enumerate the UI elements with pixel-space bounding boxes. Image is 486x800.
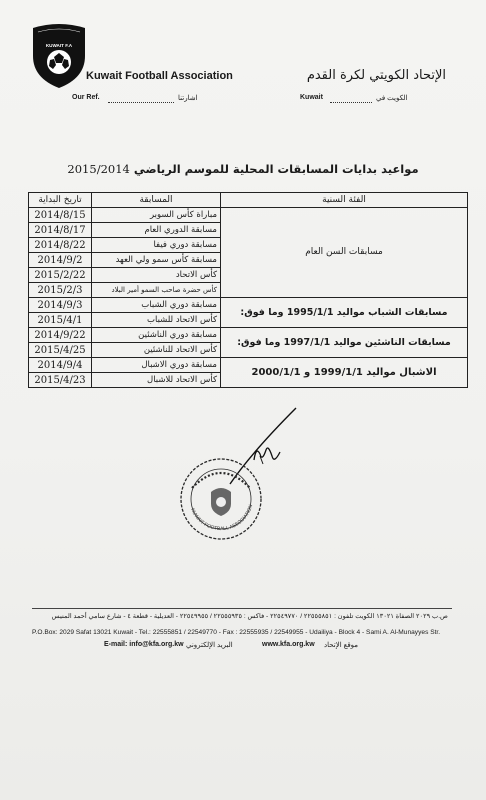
header-date: تاريخ البداية bbox=[29, 193, 92, 208]
title-text: مواعيد بدايات المسابقات المحلية للموسم الرياضي bbox=[133, 162, 419, 176]
category-cubs: الاشبال مواليد 1999/1/1 و 2000/1/1 bbox=[221, 358, 468, 388]
start-date: 2015/4/1 bbox=[29, 313, 92, 328]
competition-name: مسابقة دوري فيفا bbox=[92, 238, 221, 253]
competition-name: مباراة كأس السوبر bbox=[92, 208, 221, 223]
start-date: 2015/2/22 bbox=[29, 268, 92, 283]
competition-name: كأس الاتحاد للشباب bbox=[92, 313, 221, 328]
start-date: 2014/9/2 bbox=[29, 253, 92, 268]
competition-name: مسابقة دوري الشباب bbox=[92, 298, 221, 313]
table-row bbox=[29, 208, 468, 223]
start-date: 2015/2/3 bbox=[29, 283, 92, 298]
competition-name: مسابقة كأس سمو ولي العهد bbox=[92, 253, 221, 268]
schedule-table bbox=[28, 192, 468, 388]
official-stamp bbox=[176, 454, 266, 544]
table-row bbox=[29, 298, 468, 313]
start-date: 2014/8/17 bbox=[29, 223, 92, 238]
competition-name: كأس حضرة صاحب السمو أمير البلاد bbox=[92, 283, 221, 298]
category-youth: مسابقات الشباب مواليد 1995/1/1 وما فوق: bbox=[221, 298, 468, 328]
category-general: مسابقات السن العام bbox=[221, 208, 468, 298]
footer-email-label-ar: البريد الإلكتروني bbox=[186, 642, 233, 649]
header-competition: المسابقة bbox=[92, 193, 221, 208]
competition-name: مسابقة الدوري العام bbox=[92, 223, 221, 238]
table-row bbox=[29, 358, 468, 373]
footer-email: E-mail: info@kfa.org.kw bbox=[104, 641, 184, 648]
table-header-row bbox=[29, 193, 468, 208]
stamp-text: KUWAIT FOOTBALL ASSOCIATION bbox=[189, 504, 255, 533]
reference-row bbox=[0, 92, 486, 106]
org-name-ar: الإتحاد الكويتي لكرة القدم bbox=[306, 68, 446, 83]
footer-address-ar: ص.ب ٢٠٢٩ الصفاة ١٣٠٢١ الكويت تلفون : ٢٢٥٥٥٨٥١ / ٢٢٥٤٩٧٧٠ - فاكس : ٢٢٥٥٥٩٣٥ / ٢٢٥٤٩٩٥٥ - العديلية - قطعة ٤ - شارع سامي أحمد المنيس bbox=[51, 613, 448, 620]
footer-website: www.kfa.org.kw bbox=[262, 641, 315, 648]
kuwait-label-en: Kuwait bbox=[300, 94, 323, 101]
competition-name: مسابقة دوري الاشبال bbox=[92, 358, 221, 373]
logo-text: KUWAIT F.A bbox=[45, 43, 73, 48]
start-date: 2014/8/22 bbox=[29, 238, 92, 253]
footer-address-en: P.O.Box: 2029 Safat 13021 Kuwait - Tel.: 22555851 / 22549770 - Fax : 22555935 / 22549955 - Udailiya - Block 4 - Sami A. Al-Munayyes Str. bbox=[32, 629, 441, 636]
start-date: 2015/4/23 bbox=[29, 373, 92, 388]
ref-label-ar: اشارتنا bbox=[178, 95, 198, 102]
start-date: 2014/8/15 bbox=[29, 208, 92, 223]
start-date: 2014/9/3 bbox=[29, 298, 92, 313]
document-title bbox=[0, 162, 486, 176]
footer-website-label-ar: موقع الإتحاد bbox=[324, 642, 359, 649]
competition-name: كأس الاتحاد للاشبال bbox=[92, 373, 221, 388]
date-line bbox=[330, 102, 372, 103]
footer bbox=[0, 604, 486, 664]
ref-line bbox=[108, 102, 174, 103]
table-row bbox=[29, 328, 468, 343]
ref-label-en: Our Ref. bbox=[72, 94, 100, 101]
header-category: الفئة السنية bbox=[221, 193, 468, 208]
kuwait-label-ar: الكويت في bbox=[376, 95, 408, 102]
kfa-logo bbox=[30, 22, 88, 90]
competition-name: كأس الاتحاد للناشئين bbox=[92, 343, 221, 358]
footer-rule bbox=[32, 608, 452, 609]
start-date: 2014/9/4 bbox=[29, 358, 92, 373]
org-name-en: Kuwait Football Association bbox=[86, 70, 233, 82]
start-date: 2015/4/25 bbox=[29, 343, 92, 358]
competition-name: مسابقة دوري الناشئين bbox=[92, 328, 221, 343]
competition-name: كأس الاتحاد bbox=[92, 268, 221, 283]
title-season: 2015/2014 bbox=[67, 162, 130, 176]
category-juniors: مسابقات الناشئين مواليد 1997/1/1 وما فوق: bbox=[221, 328, 468, 358]
start-date: 2014/9/22 bbox=[29, 328, 92, 343]
